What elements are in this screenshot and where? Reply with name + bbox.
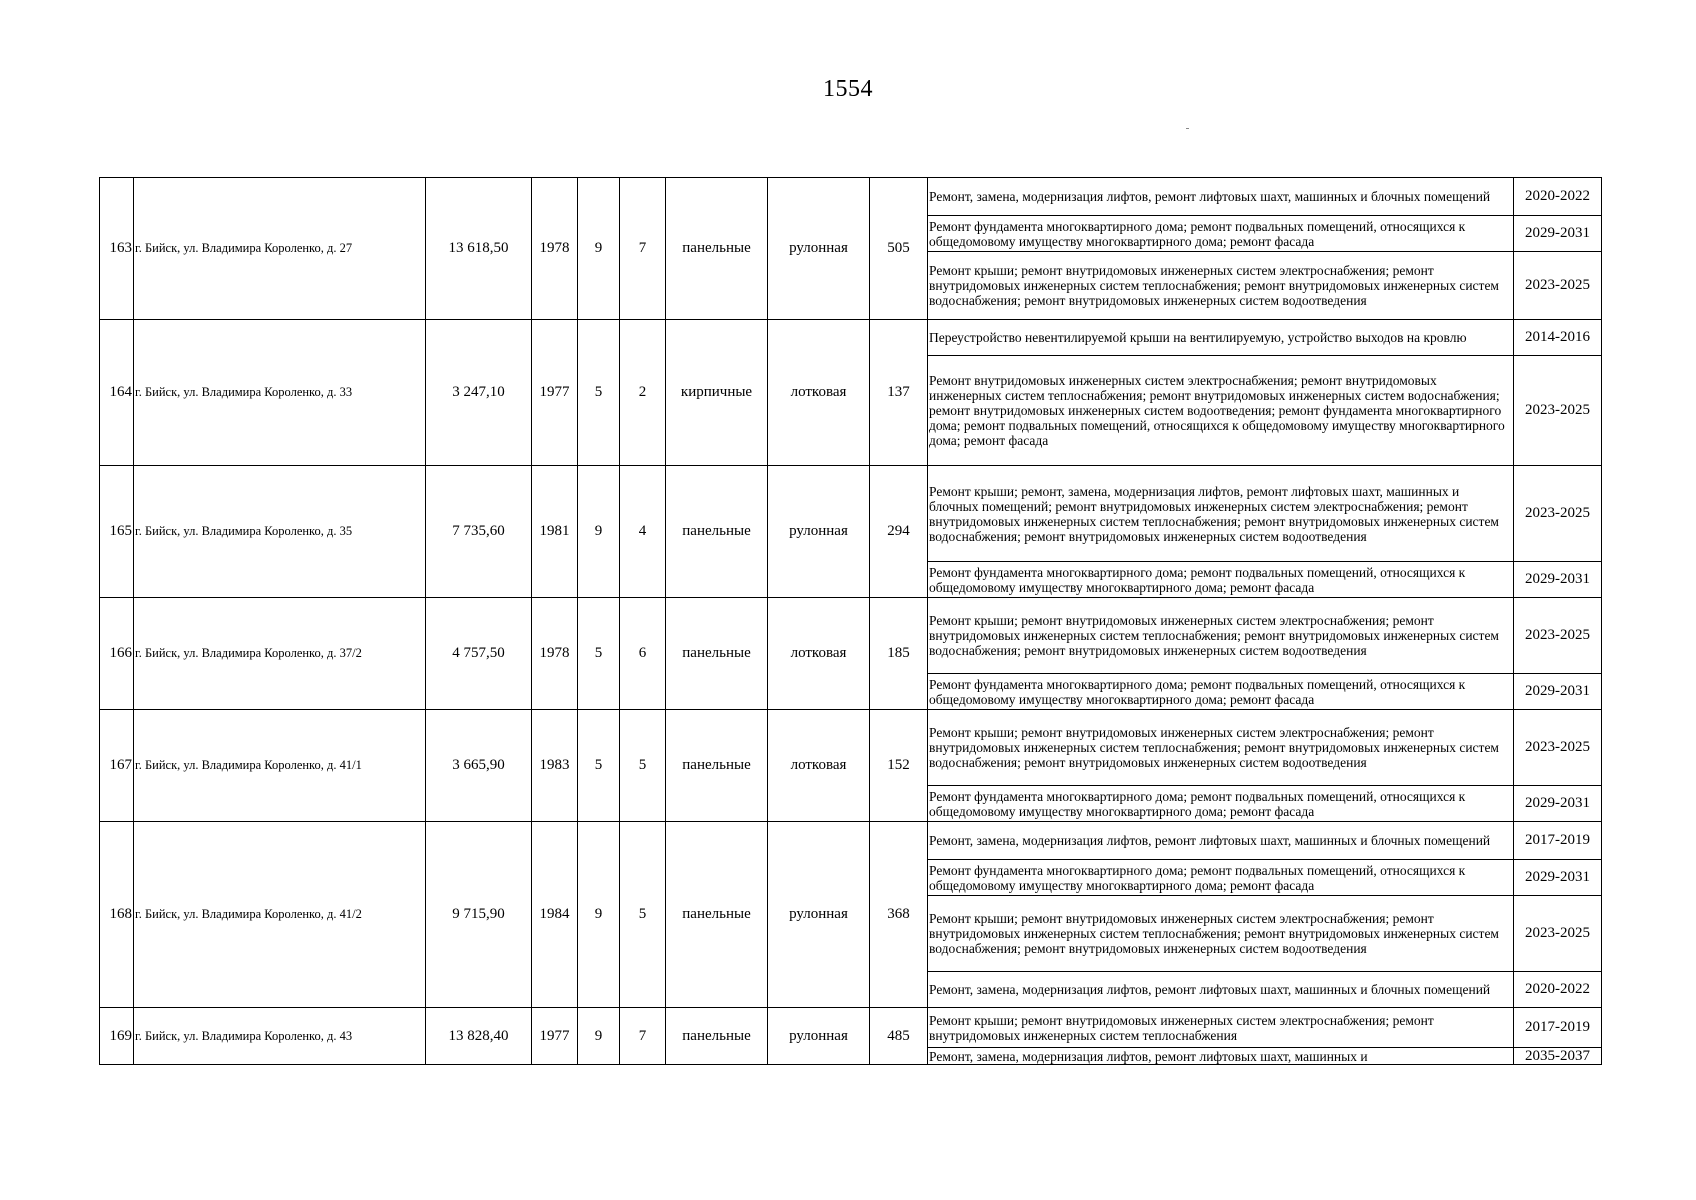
- entrances-cell: 7: [620, 178, 666, 320]
- work-description-cell: Ремонт крыши; ремонт внутридомовых инженерных систем электроснабжения; ремонт внутридомовых инженерных систем теплоснабжения; ремонт внутридомовых инженерных систем водоснабжения; ремонт внутридомовых инженерных систем водоотведения: [928, 710, 1514, 786]
- house-number-cell: 166: [100, 598, 134, 710]
- total-area-cell: 4 757,50: [426, 598, 532, 710]
- house-number-cell: 164: [100, 320, 134, 466]
- entrances-cell: 6: [620, 598, 666, 710]
- work-description-cell: Ремонт крыши; ремонт внутридомовых инженерных систем электроснабжения; ремонт внутридомовых инженерных систем теплоснабжения: [928, 1008, 1514, 1048]
- residents-cell: 137: [870, 320, 928, 466]
- housing-repair-table: [99, 177, 1602, 1065]
- work-description-cell: Ремонт крыши; ремонт внутридомовых инженерных систем электроснабжения; ремонт внутридомовых инженерных систем теплоснабжения; ремонт внутридомовых инженерных систем водоснабжения; ремонт внутридомовых инженерных систем водоотведения: [928, 896, 1514, 972]
- work-period-cell: 2029-2031: [1514, 216, 1602, 252]
- entrances-cell: 5: [620, 710, 666, 822]
- work-period-cell: 2035-2037: [1514, 1048, 1602, 1065]
- wall-material-cell: кирпичные: [666, 320, 768, 466]
- page-number: 1554: [823, 76, 873, 102]
- build-year-cell: 1983: [532, 710, 578, 822]
- table-row: [100, 178, 1602, 216]
- wall-material-cell: панельные: [666, 822, 768, 1008]
- total-area-cell: 3 247,10: [426, 320, 532, 466]
- work-period-cell: 2020-2022: [1514, 178, 1602, 216]
- wall-material-cell: панельные: [666, 1008, 768, 1065]
- build-year-cell: 1984: [532, 822, 578, 1008]
- roof-type-cell: лотковая: [768, 710, 870, 822]
- work-period-cell: 2029-2031: [1514, 860, 1602, 896]
- work-period-cell: 2014-2016: [1514, 320, 1602, 356]
- address-cell: г. Бийск, ул. Владимира Короленко, д. 35: [134, 466, 426, 598]
- work-description-cell: Ремонт, замена, модернизация лифтов, ремонт лифтовых шахт, машинных и блочных помещений: [928, 972, 1514, 1008]
- build-year-cell: 1977: [532, 1008, 578, 1065]
- work-period-cell: 2023-2025: [1514, 466, 1602, 562]
- work-description-cell: Ремонт, замена, модернизация лифтов, ремонт лифтовых шахт, машинных и блочных помещений: [928, 178, 1514, 216]
- floors-cell: 9: [578, 466, 620, 598]
- entrances-cell: 2: [620, 320, 666, 466]
- roof-type-cell: рулонная: [768, 466, 870, 598]
- work-period-cell: 2017-2019: [1514, 822, 1602, 860]
- address-cell: г. Бийск, ул. Владимира Короленко, д. 37/2: [134, 598, 426, 710]
- residents-cell: 185: [870, 598, 928, 710]
- table-body: [100, 178, 1602, 1065]
- work-description-cell: Ремонт крыши; ремонт, замена, модернизация лифтов, ремонт лифтовых шахт, машинных и блочных помещений; ремонт внутридомовых инженерных систем электроснабжения; ремонт внутридомовых инженерных систем теплоснабжения; ремонт внутридомовых инженерных систем водоснабжения; ремонт внутридомовых инженерных систем водоотведения: [928, 466, 1514, 562]
- roof-type-cell: лотковая: [768, 598, 870, 710]
- build-year-cell: 1981: [532, 466, 578, 598]
- wall-material-cell: панельные: [666, 178, 768, 320]
- work-description-cell: Ремонт, замена, модернизация лифтов, ремонт лифтовых шахт, машинных и: [928, 1048, 1514, 1065]
- entrances-cell: 7: [620, 1008, 666, 1065]
- total-area-cell: 13 828,40: [426, 1008, 532, 1065]
- build-year-cell: 1977: [532, 320, 578, 466]
- work-description-cell: Ремонт фундамента многоквартирного дома; ремонт подвальных помещений, относящихся к общедомовому имуществу многоквартирного дома; ремонт фасада: [928, 674, 1514, 710]
- total-area-cell: 13 618,50: [426, 178, 532, 320]
- total-area-cell: 7 735,60: [426, 466, 532, 598]
- work-period-cell: 2023-2025: [1514, 896, 1602, 972]
- table-row: [100, 822, 1602, 860]
- address-cell: г. Бийск, ул. Владимира Короленко, д. 33: [134, 320, 426, 466]
- work-period-cell: 2029-2031: [1514, 562, 1602, 598]
- address-cell: г. Бийск, ул. Владимира Короленко, д. 43: [134, 1008, 426, 1065]
- work-period-cell: 2029-2031: [1514, 786, 1602, 822]
- house-number-cell: 169: [100, 1008, 134, 1065]
- house-number-cell: 165: [100, 466, 134, 598]
- work-description-cell: Ремонт фундамента многоквартирного дома; ремонт подвальных помещений, относящихся к общедомовому имуществу многоквартирного дома; ремонт фасада: [928, 786, 1514, 822]
- work-description-cell: Ремонт крыши; ремонт внутридомовых инженерных систем электроснабжения; ремонт внутридомовых инженерных систем теплоснабжения; ремонт внутридомовых инженерных систем водоснабжения; ремонт внутридомовых инженерных систем водоотведения: [928, 598, 1514, 674]
- roof-type-cell: рулонная: [768, 1008, 870, 1065]
- work-description-cell: Ремонт фундамента многоквартирного дома; ремонт подвальных помещений, относящихся к общедомовому имуществу многоквартирного дома; ремонт фасада: [928, 216, 1514, 252]
- address-cell: г. Бийск, ул. Владимира Короленко, д. 27: [134, 178, 426, 320]
- wall-material-cell: панельные: [666, 466, 768, 598]
- table-row: [100, 598, 1602, 674]
- floors-cell: 5: [578, 598, 620, 710]
- floors-cell: 9: [578, 1008, 620, 1065]
- work-period-cell: 2029-2031: [1514, 674, 1602, 710]
- work-description-cell: Ремонт фундамента многоквартирного дома; ремонт подвальных помещений, относящихся к общедомовому имуществу многоквартирного дома; ремонт фасада: [928, 562, 1514, 598]
- house-number-cell: 168: [100, 822, 134, 1008]
- table-row: [100, 1008, 1602, 1048]
- work-period-cell: 2023-2025: [1514, 356, 1602, 466]
- work-description-cell: Ремонт, замена, модернизация лифтов, ремонт лифтовых шахт, машинных и блочных помещений: [928, 822, 1514, 860]
- build-year-cell: 1978: [532, 178, 578, 320]
- scan-speck: [1186, 128, 1189, 129]
- residents-cell: 368: [870, 822, 928, 1008]
- table-row: [100, 710, 1602, 786]
- residents-cell: 505: [870, 178, 928, 320]
- work-period-cell: 2023-2025: [1514, 598, 1602, 674]
- total-area-cell: 9 715,90: [426, 822, 532, 1008]
- floors-cell: 5: [578, 710, 620, 822]
- residents-cell: 294: [870, 466, 928, 598]
- build-year-cell: 1978: [532, 598, 578, 710]
- total-area-cell: 3 665,90: [426, 710, 532, 822]
- residents-cell: 485: [870, 1008, 928, 1065]
- wall-material-cell: панельные: [666, 598, 768, 710]
- work-period-cell: 2020-2022: [1514, 972, 1602, 1008]
- roof-type-cell: рулонная: [768, 178, 870, 320]
- address-cell: г. Бийск, ул. Владимира Короленко, д. 41/2: [134, 822, 426, 1008]
- table-row: [100, 320, 1602, 356]
- work-description-cell: Ремонт крыши; ремонт внутридомовых инженерных систем электроснабжения; ремонт внутридомовых инженерных систем теплоснабжения; ремонт внутридомовых инженерных систем водоснабжения; ремонт внутридомовых инженерных систем водоотведения: [928, 252, 1514, 320]
- work-description-cell: Переустройство невентилируемой крыши на вентилируемую, устройство выходов на кровлю: [928, 320, 1514, 356]
- entrances-cell: 5: [620, 822, 666, 1008]
- work-period-cell: 2017-2019: [1514, 1008, 1602, 1048]
- work-period-cell: 2023-2025: [1514, 252, 1602, 320]
- house-number-cell: 163: [100, 178, 134, 320]
- address-cell: г. Бийск, ул. Владимира Короленко, д. 41/1: [134, 710, 426, 822]
- work-description-cell: Ремонт фундамента многоквартирного дома; ремонт подвальных помещений, относящихся к общедомовому имуществу многоквартирного дома; ремонт фасада: [928, 860, 1514, 896]
- floors-cell: 9: [578, 822, 620, 1008]
- roof-type-cell: лотковая: [768, 320, 870, 466]
- entrances-cell: 4: [620, 466, 666, 598]
- floors-cell: 5: [578, 320, 620, 466]
- work-description-cell: Ремонт внутридомовых инженерных систем электроснабжения; ремонт внутридомовых инженерных систем теплоснабжения; ремонт внутридомовых инженерных систем водоснабжения; ремонт внутридомовых инженерных систем водоотведения; ремонт фундамента многоквартирного дома; ремонт подвальных помещений, относящихся к общедомовому имуществу многоквартирного дома; ремонт фасада: [928, 356, 1514, 466]
- floors-cell: 9: [578, 178, 620, 320]
- roof-type-cell: рулонная: [768, 822, 870, 1008]
- house-number-cell: 167: [100, 710, 134, 822]
- wall-material-cell: панельные: [666, 710, 768, 822]
- residents-cell: 152: [870, 710, 928, 822]
- work-period-cell: 2023-2025: [1514, 710, 1602, 786]
- table-row: [100, 466, 1602, 562]
